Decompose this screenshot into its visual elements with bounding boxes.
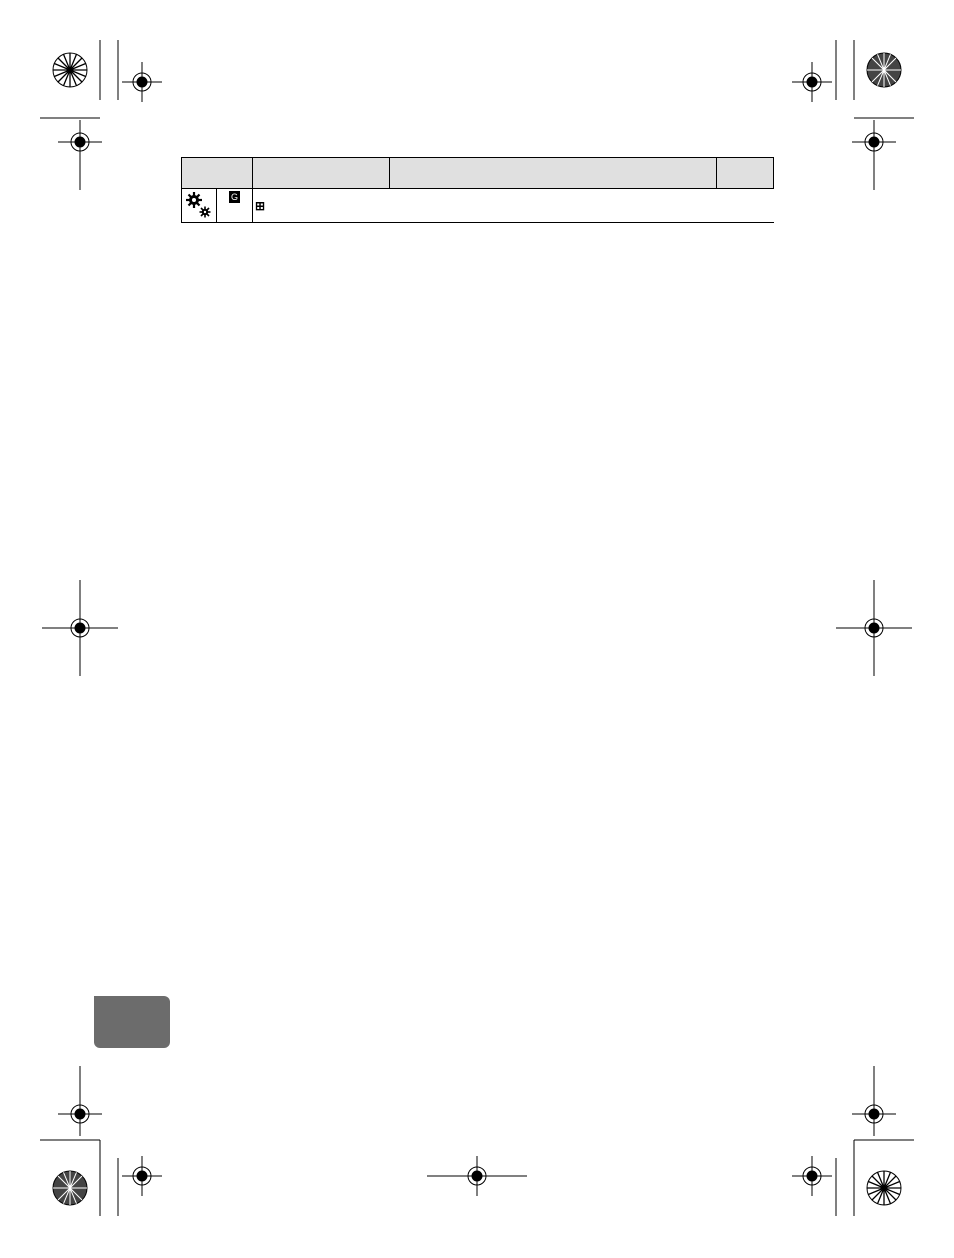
tab-g-icon: G xyxy=(217,189,253,223)
quality-icon: ⊞ xyxy=(255,198,266,213)
side-label xyxy=(154,908,174,992)
chapter-tab xyxy=(94,996,170,1048)
